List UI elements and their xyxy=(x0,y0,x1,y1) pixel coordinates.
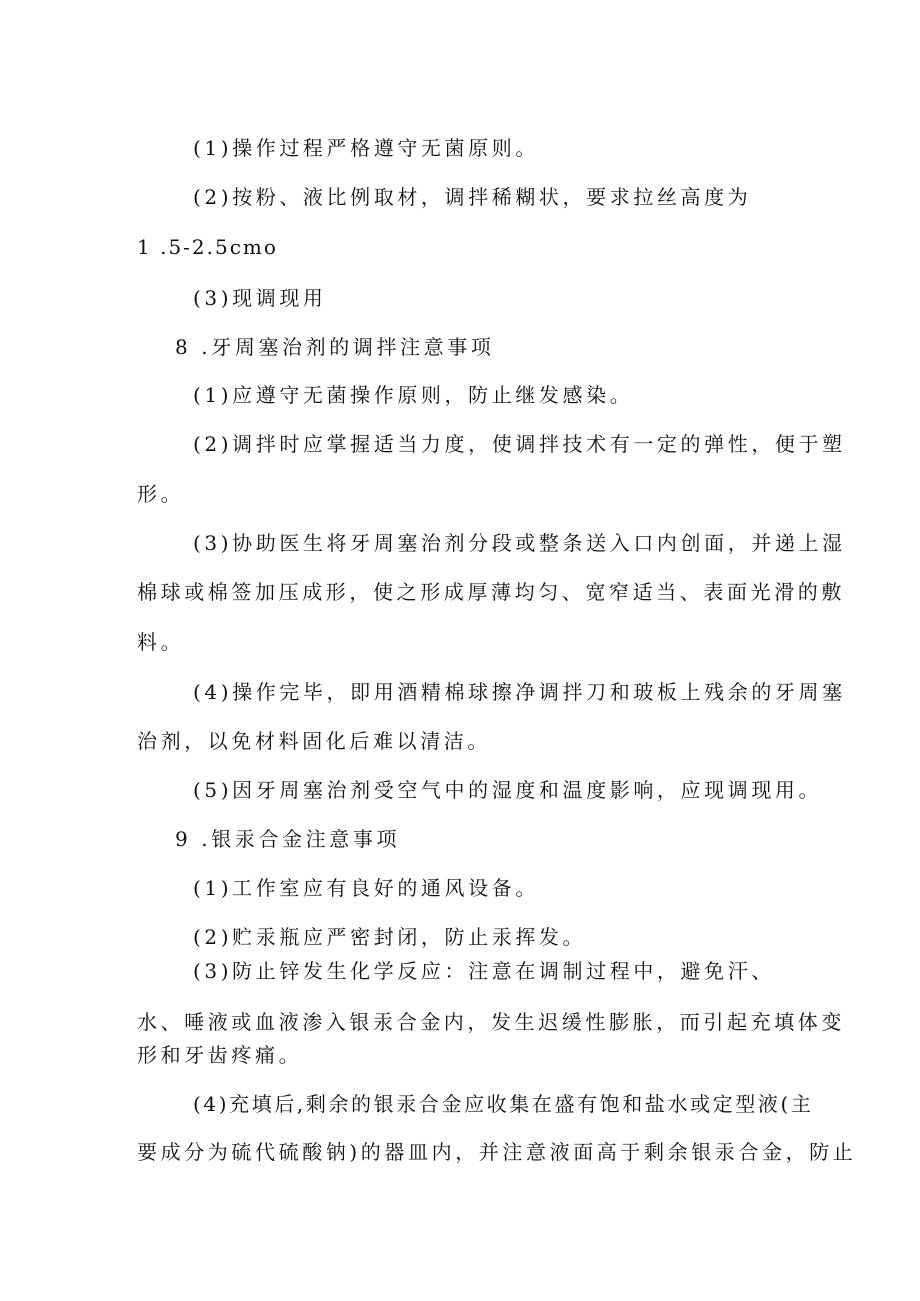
text-line-22: 要成分为硫代硫酸钠)的器皿内，并注意液面高于剩余银汞合金，防止 xyxy=(137,1140,857,1164)
text-line-19: 水、唾液或血液渗入银汞合金内，发生迟缓性膨胀，而引起充填体变 xyxy=(137,1010,845,1034)
text-line-11: 料。 xyxy=(137,630,185,654)
text-line-3: 1 .5-2.5cmo xyxy=(137,235,278,259)
section-heading-8: 8 .牙周塞治剂的调拌注意事项 xyxy=(175,335,495,359)
text-line-14: (5)因牙周塞治剂受空气中的湿度和温度影响，应现调现用。 xyxy=(193,778,823,802)
text-line-10: 棉球或棉签加压成形，使之形成厚薄均匀、宽窄适当、表面光滑的敷 xyxy=(137,580,845,604)
text-line-17: (2)贮汞瓶应严密封闭，防止汞挥发。 xyxy=(193,925,587,949)
text-line-7: (2)调拌时应掌握适当力度，使调拌技术有一定的弹性，便于塑 xyxy=(193,432,846,456)
text-line-13: 治剂，以免材料固化后难以清洁。 xyxy=(137,729,491,753)
text-line-12: (4)操作完毕，即用酒精棉球擦净调拌刀和玻板上残余的牙周塞 xyxy=(193,680,846,704)
text-line-8: 形。 xyxy=(137,482,185,506)
text-line-2: (2)按粉、液比例取材，调拌稀糊状，要求拉丝高度为 xyxy=(193,185,752,209)
text-line-9: (3)协助医生将牙周塞治剂分段或整条送入口内创面，并递上湿 xyxy=(193,531,846,555)
text-line-20: 形和牙齿疼痛。 xyxy=(137,1043,303,1067)
text-line-4: (3)现调现用 xyxy=(193,286,327,310)
text-line-6: (1)应遵守无菌操作原则，防止继发感染。 xyxy=(193,383,634,407)
text-line-18: (3)防止锌发生化学反应：注意在调制过程中，避免汗、 xyxy=(193,959,775,983)
section-heading-9: 9 .银汞合金注意事项 xyxy=(175,827,401,851)
text-line-16: (1)工作室应有良好的通风设备。 xyxy=(193,876,539,900)
text-line-21: (4)充填后,剩余的银汞合金应收集在盛有饱和盐水或定型液(主 xyxy=(193,1092,814,1116)
text-line-1: (1)操作过程严格遵守无菌原则。 xyxy=(193,136,539,160)
